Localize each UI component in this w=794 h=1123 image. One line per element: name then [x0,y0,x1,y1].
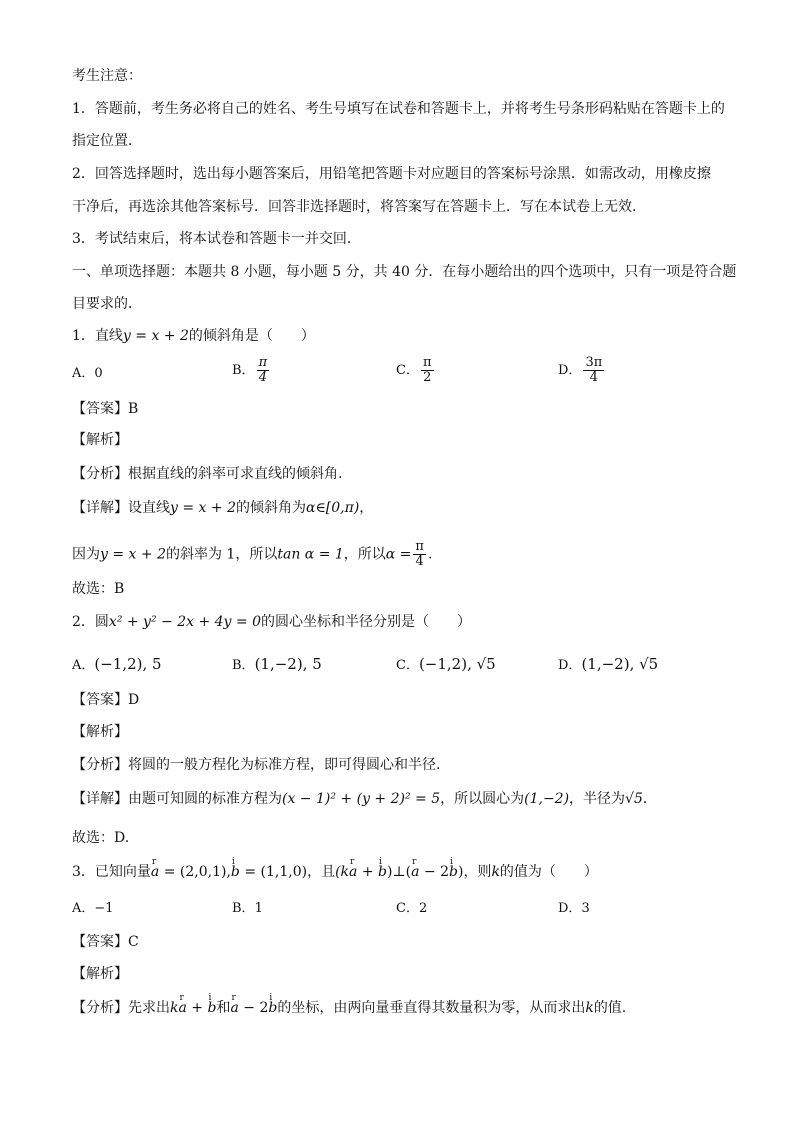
q2-option-a-value: (−1,2), 5 [94,655,162,673]
q1-option-c-label: C． [396,363,419,378]
q3-stem-mid: ，且 [307,864,336,880]
q3-option-c [396,899,427,919]
q2-option-c-label: C． [396,658,419,673]
q1-because-mid2: ，所以 [343,546,386,563]
q1-answer: 【答案】B [72,401,139,417]
q2-detail-end: ． [642,791,657,807]
q1-option-b [232,356,271,385]
q3-stem-cond1: (k [335,864,350,880]
q1-detail-prefix: 【详解】设直线 [72,500,170,516]
notice-item-1a: 1．答题前，考生务必将自己的姓名、考生号填写在试卷和答题卡上，并将考生号条形码粘贴在答题卡上的 [72,101,725,117]
q2-detail-prefix: 【详解】由题可知圆的标准方程为 [72,791,282,807]
notice-item-1b: 指定位置． [72,133,142,149]
q3-stem-mid2: ，则 [463,864,492,880]
q3-stem-vector-b: i b [231,862,240,882]
q1-detail-math2: α∈[0,π) [305,500,360,516]
q2-option-a-label: A． [72,658,95,673]
section-heading-b: 目要求的． [72,296,142,312]
q3-stem-prefix: 3．已知向量 [72,864,151,880]
q1-because-mid: 的斜率为 1，所以 [165,546,278,563]
q2-analysis: 【解析】 [72,724,128,740]
q2-detail-mid: ，所以圆心为 [440,791,525,807]
q1-stem [72,326,315,346]
q2-stem-math: x² + y² − 2x + 4y = 0 [108,614,262,630]
q1-option-a-value: 0 [94,366,103,381]
q1-detail-math: y = x + 2 [170,500,236,516]
q1-because-numerator: π [415,539,424,554]
q3-fenxi-b2: i b [268,998,277,1018]
q1-choose: 故选：B [72,581,125,597]
q1-option-d-label: D． [558,363,582,378]
q3-option-d [558,899,590,919]
q1-option-c [396,356,436,385]
q1-because-alpha: α = [385,546,412,563]
q3-answer: 【答案】C [72,934,139,950]
q3-fenxi-mid: 的坐标，由两向量垂直得其数量积为零，从而求出 [277,1000,586,1016]
q3-option-c-label: C． [396,901,419,916]
q2-option-d-value: (1,−2), √5 [581,655,659,673]
q1-because-math: y = x + 2 [100,546,166,563]
q1-analysis: 【解析】 [72,432,128,448]
q3-stem-cond5: ) [457,864,464,880]
q3-analysis: 【解析】 [72,966,128,982]
q1-option-b-denominator: 4 [258,370,267,385]
q3-fenxi-minus: − 2 [238,1000,269,1016]
q2-option-c-value: (−1,2), √5 [418,655,496,673]
q1-detail-end: ， [359,500,374,516]
q1-option-c-numerator: π [422,355,432,370]
q3-stem-cond2: + [357,864,379,880]
q1-detail-mid: 的倾斜角为 [235,500,306,516]
q1-stem-math: y = x + 2 [122,328,189,344]
q3-option-d-label: D． [558,901,582,916]
q3-fenxi-plus: + [186,1000,208,1016]
q3-stem-k: k [491,864,500,880]
q3-fenxi-a1: r a [178,998,186,1018]
notice-item-2b: 干净后，再选涂其他答案标号．回答非选择题时，将答案写在答题卡上．写在本试卷上无效． [72,199,646,215]
q3-stem [72,862,598,882]
q3-stem-cond-a2: r a [411,862,419,882]
q2-stem [72,612,471,632]
q3-fenxi-k1: k [170,1000,179,1016]
q3-stem-cond-a1: r a [349,862,357,882]
q2-stem-prefix: 2．圆 [72,614,109,630]
q2-option-c [396,654,496,676]
q2-option-b-label: B． [232,658,255,673]
q3-fenxi-a2: r a [230,998,238,1018]
q1-option-a [72,364,103,384]
q2-option-b-value: (1,−2), 5 [254,655,322,673]
q2-option-d-label: D． [558,658,582,673]
q2-option-d [558,654,658,676]
section-heading-a: 一、单项选择题：本题共 8 小题，每小题 5 分，共 40 分．在每小题给出的四个选项中，只有一项是符合题 [72,264,737,280]
q3-stem-cond-b2: i b [449,862,458,882]
notice-title: 考生注意： [72,68,142,84]
q3-fenxi-b1: i b [207,998,216,1018]
q2-detail-math3: √5 [625,791,643,807]
q2-choose: 故选：D. [72,830,130,846]
q3-option-a-value: −1 [94,901,114,916]
q3-option-c-value: 2 [418,901,428,916]
q3-option-b [232,899,263,919]
q1-option-b-label: B． [232,363,255,378]
q1-option-a-label: A． [72,366,95,381]
q2-fenxi: 【分析】将圆的一般方程化为标准方程，即可得圆心和半径. [72,757,441,773]
q2-option-b [232,654,322,676]
q3-fenxi [72,998,626,1018]
q3-fenxi-prefix: 【分析】先求出 [72,1000,170,1016]
q3-fenxi-k2: k [585,1000,594,1016]
q2-option-a [72,654,162,676]
notice-item-2a: 2．回答选择题时，选出每小题答案后，用铅笔把答题卡对应题目的答案标号涂黑．如需改动，用橡皮擦 [72,166,711,182]
q2-detail-math2: (1,−2) [524,791,570,807]
q1-stem-prefix: 1．直线 [72,328,123,344]
q1-because-prefix: 因为 [72,546,100,563]
q1-because-fraction [413,540,426,569]
q1-because-math2: tan α = 1 [277,546,344,563]
q3-option-a [72,899,114,919]
q1-option-c-denominator: 2 [423,370,432,385]
q2-detail-math: (x − 1)² + (y + 2)² = 5 [282,791,441,807]
q2-answer: 【答案】D [72,692,140,708]
q2-detail [72,789,657,809]
q3-fenxi-and: 和 [216,1000,231,1016]
q1-option-d [558,356,606,385]
q3-option-a-label: A． [72,901,95,916]
q3-stem-vector-a: r a [151,862,159,882]
q3-stem-cond-b1: i b [378,862,387,882]
q3-stem-suffix: 的值为（ ） [499,864,598,880]
q1-option-b-fraction [257,356,270,385]
q3-option-b-value: 1 [254,901,263,916]
q1-detail [72,498,373,518]
q3-stem-b-value: = (1,1,0) [239,864,308,880]
q1-option-d-denominator: 4 [589,370,598,385]
q3-fenxi-end: 的值. [593,1000,627,1016]
q2-detail-mid2: ，半径为 [569,791,626,807]
q1-fenxi: 【分析】根据直线的斜率可求直线的倾斜角. [72,466,343,482]
q1-stem-suffix: 的倾斜角是（ ） [188,328,315,344]
q3-stem-cond4: − 2 [419,864,449,880]
q1-option-c-fraction [421,356,434,385]
q1-because-denominator: 4 [415,554,424,569]
notice-item-3: 3．考试结束后，将本试卷和答题卡一并交回． [72,231,361,247]
q1-option-b-numerator: π [258,355,268,370]
q1-because [72,540,432,569]
q2-stem-suffix: 的圆心坐标和半径分别是（ ） [261,614,472,630]
q1-option-d-fraction [583,356,604,385]
q3-stem-a-value: = (2,0,1), [159,864,231,880]
q3-stem-cond3: )⊥( [387,864,412,880]
q1-option-d-numerator: 3π [585,355,603,370]
q3-option-d-value: 3 [581,901,590,916]
q1-because-end: . [427,546,433,563]
q3-option-b-label: B． [232,901,255,916]
